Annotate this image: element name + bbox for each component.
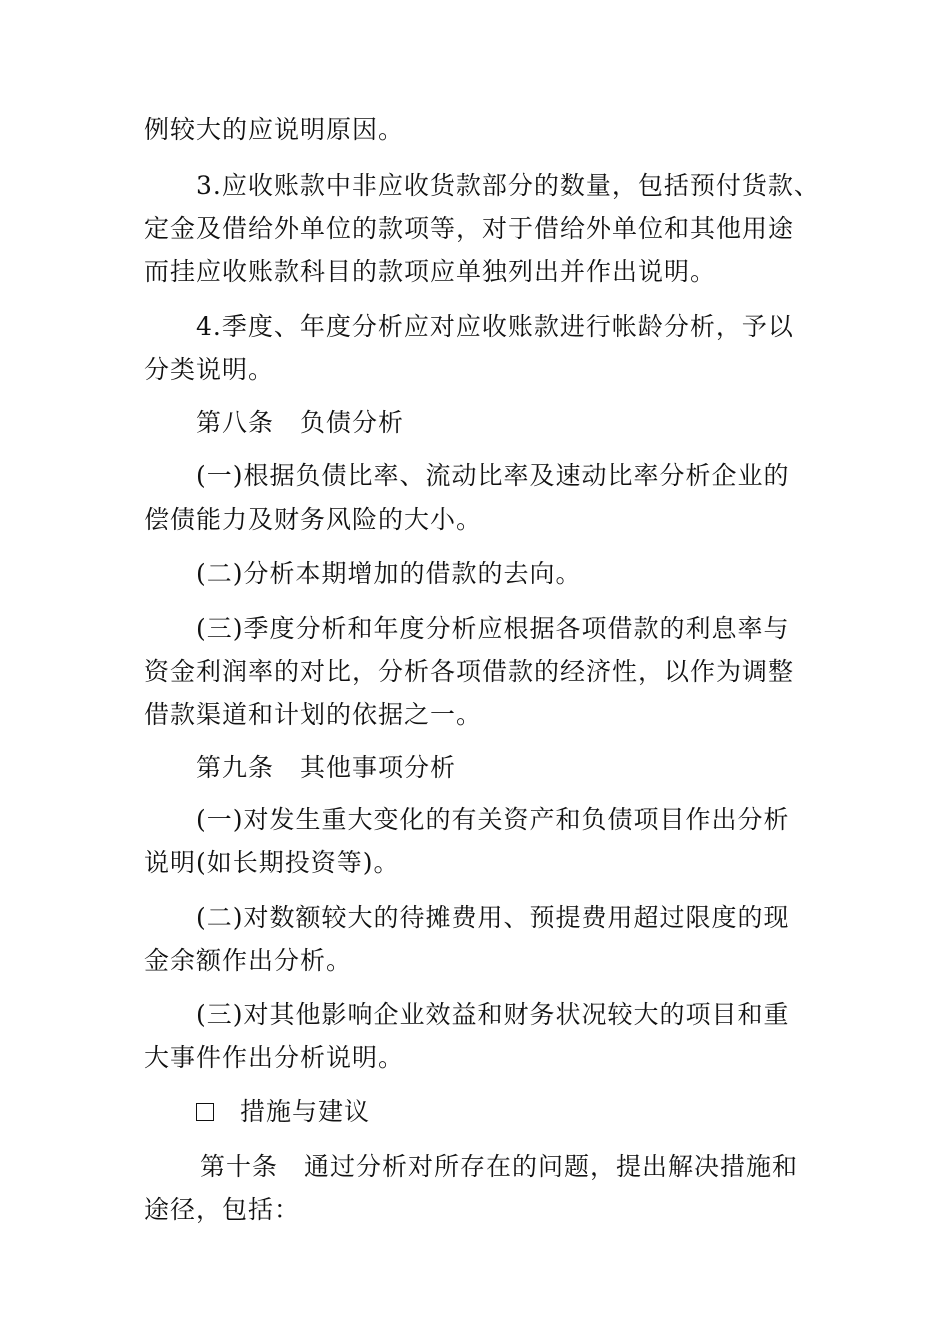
text-line: 大事件作出分析说明。 [144,1043,405,1072]
text-line: 说明(如长期投资等)。 [144,848,400,877]
text-line: 偿债能力及财务风险的大小。 [144,505,483,534]
text-line: (二)分析本期增加的借款的去向。 [196,559,582,588]
text-line: 4.季度、年度分析应对应收账款进行帐龄分析，予以 [196,312,794,341]
text-line: (三)对其他影响企业效益和财务状况较大的项目和重 [196,1000,790,1029]
text-line: (一)根据负债比率、流动比率及速动比率分析企业的 [196,461,790,490]
text-line: 定金及借给外单位的款项等，对于借给外单位和其他用途 [144,214,795,243]
text-line: 金余额作出分析。 [144,946,353,975]
text-line: 第十条 通过分析对所存在的问题，提出解决措施和 [200,1152,799,1181]
text-line: 3.应收账款中非应收货款部分的数量，包括预付货款、 [196,171,820,200]
text-line: (一)对发生重大变化的有关资产和负债项目作出分析 [196,805,790,834]
text-line: 借款渠道和计划的依据之一。 [144,700,483,729]
text-line: (三)季度分析和年度分析应根据各项借款的利息率与 [196,614,790,643]
heading-text: 措施与建议 [240,1097,371,1126]
section-heading: 第八条 负债分析 [196,408,405,437]
text-line: 而挂应收账款科目的款项应单独列出并作出说明。 [144,257,717,286]
text-line: (二)对数额较大的待摊费用、预提费用超过限度的现 [196,903,790,932]
text-line: 分类说明。 [144,355,275,384]
section-heading: 第九条 其他事项分析 [196,753,457,782]
section-heading [196,1095,876,1129]
text-line: 资金利润率的对比，分析各项借款的经济性，以作为调整 [144,657,795,686]
checkbox-icon [196,1103,214,1121]
text-line: 例较大的应说明原因。 [144,115,405,144]
text-line: 途径，包括： [144,1195,301,1224]
